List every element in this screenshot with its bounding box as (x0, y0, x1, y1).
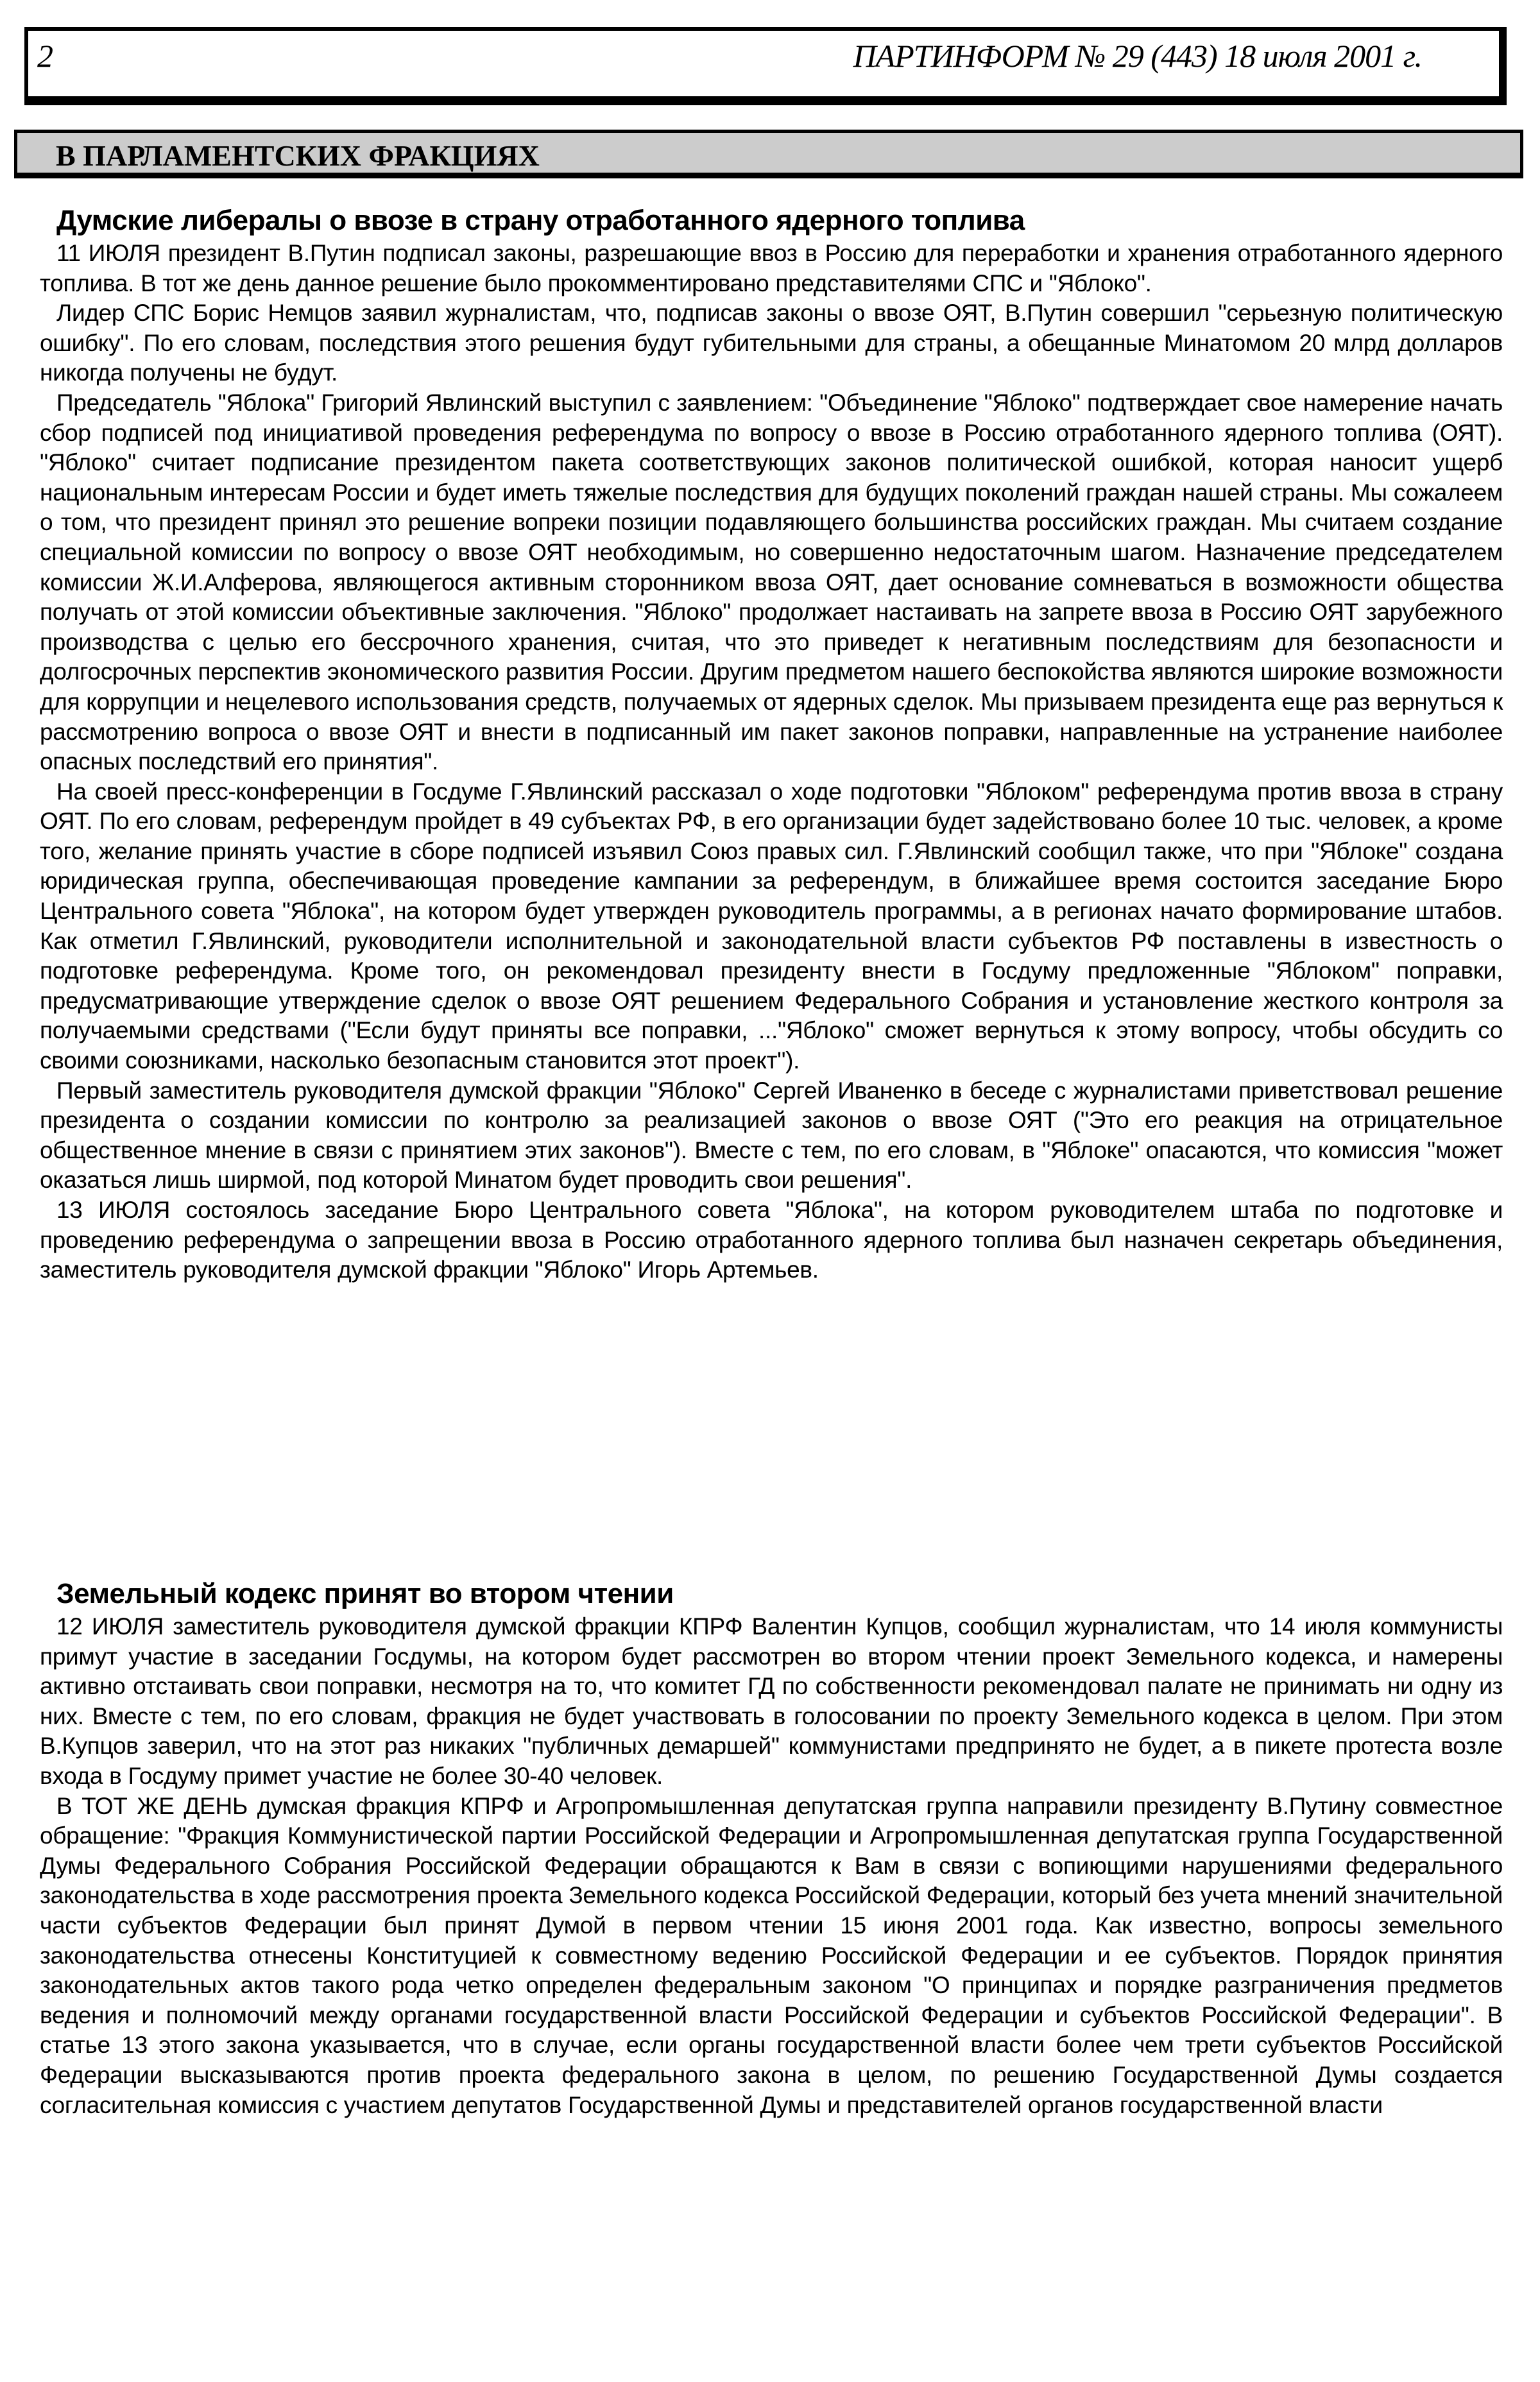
article-paragraph: В ТОТ ЖЕ ДЕНЬ думская фракция КПРФ и Агропромышленная депутатская группа направили президенту В.Путину совместное обращение: "Фракция Коммунистической партии Российской Федерации и Агропромышленная депутатская группа Государственной Думы Федерального Собрания Российской Федерации обращаются к Вам в связи с вопиющими нарушениями федерального законодательства в ходе рассмотрения проекта Земельного кодекса Российской Федерации, который без учета мнений значительной части субъектов Федерации был принят Думой в первом чтении 15 июня 2001 года. Как известно, вопросы земельного законодательства отнесены Конституцией к совместному ведению Российской Федерации и ее субъектов. Порядок принятия законодательных актов такого рода четко определен федеральным законом "О принципах и порядке разграничения предметов ведения и полномочий между органами государственной власти Российской Федерации и субъектов Российской Федерации". В статье 13 этого закона указывается, что в случае, если органы государственной власти более чем трети субъектов Российской Федерации высказываются против проекта федерального закона в целом, по решению Государственной Думы создается согласительная комиссия с участием депутатов Государственной Думы и представителей органов государственной власти (40, 1792, 1503, 2118)
article-land-code (40, 1576, 1503, 2120)
article-spent-nuclear-fuel (40, 203, 1503, 1285)
page-number: 2 (37, 38, 53, 74)
article-paragraph: 12 ИЮЛЯ заместитель руководителя думской фракции КПРФ Валентин Купцов, сообщил журналистам, что 14 июля коммунисты примут участие в заседании Госдумы, на котором будет рассмотрен во втором чтении проект Земельного кодекса, и намерены активно отстаивать свои поправки, несмотря на то, что комитет ГД по собственности рекомендовал палате не принимать ни одну из них. Вместе с тем, по его словам, фракция не будет участвовать в голосовании по проекту Земельного кодекса в целом. При этом В.Купцов заверил, что на этот раз никаких "публичных демаршей" коммунистами предпринято не будет, а в пикете протеста возле входа в Госдуму примет участие не более 30-40 человек. (40, 1613, 1503, 1789)
article-paragraph: Лидер СПС Борис Немцов заявил журналистам, что, подписав законы о ввозе ОЯТ, В.Путин совершил "серьезную политическую ошибку". По его словам, последствия этого решения будут губительными для страны, а обещанные Минатомом 20 млрд долларов никогда получены не будут. (40, 300, 1503, 386)
section-banner (14, 130, 1523, 178)
issue-title: ПАРТИНФОРМ № 29 (443) 18 июля 2001 г. (853, 38, 1422, 74)
article-paragraph: Первый заместитель руководителя думской фракции "Яблоко" Сергей Иваненко в беседе с журналистами приветствовал решение президента о создании комиссии по контролю за реализацией законов о ввозе ОЯТ ("Это его реакция на отрицательное общественное мнение в связи с принятием этих законов"). Вместе с тем, по его словам, в "Яблоке" опасаются, что комиссия "может оказаться лишь ширмой, под которой Минатом будет проводить свои решения". (40, 1077, 1503, 1194)
article-paragraph: На своей пресс-конференции в Госдуме Г.Явлинский рассказал о ходе подготовки "Яблоком" референдума против ввоза в страну ОЯТ. По его словам, референдум пройдет в 49 субъектах РФ, в его организации будет задействовано более 10 тыс. человек, а кроме того, желание принять участие в сборе подписей изъявил Союз правых сил. Г.Явлинский сообщил также, что при "Яблоке" создана юридическая группа, обеспечивающая проведение кампании за референдум, в ближайшее время состоится заседание Бюро Центрального совета "Яблока", на котором будет утвержден руководитель программы, а в регионах начато формирование штабов. Как отметил Г.Явлинский, руководители исполнительной и законодательной власти субъектов РФ поставлены в известность о подготовке референдума. Кроме того, он рекомендовал президенту внести в Госдуму предложенные "Яблоком" поправки, предусматривающие утверждение сделок о ввозе ОЯТ решением Федерального Собрания и установление жесткого контроля за получаемыми средствами ("Если будут приняты все поправки, ..."Яблоко" сможет вернуться к этому вопросу, чтобы обсудить со своими союзниками, насколько безопасным становится этот проект"). (40, 778, 1503, 1074)
page-header (24, 27, 1507, 105)
article-title: Земельный кодекс принят во втором чтении (56, 1578, 674, 1609)
section-title: В ПАРЛАМЕНТСКИХ ФРАКЦИЯХ (56, 139, 540, 172)
article-paragraph: 13 ИЮЛЯ состоялось заседание Бюро Центрального совета "Яблока", на котором руководителем штаба по подготовке и проведению референдума о запрещении ввоза в Россию отработанного ядерного топлива был назначен секретарь объединения, заместитель руководителя думской фракции "Яблоко" Игорь Артемьев. (40, 1197, 1503, 1283)
article-title: Думские либералы о ввозе в страну отработанного ядерного топлива (56, 205, 1025, 236)
article-paragraph: 11 ИЮЛЯ президент В.Путин подписал законы, разрешающие ввоз в Россию для переработки и хранения отработанного ядерного топлива. В тот же день данное решение было прокомментировано представителями СПС и "Яблоко". (40, 240, 1503, 296)
article-paragraph: Председатель "Яблока" Григорий Явлинский выступил с заявлением: "Объединение "Яблоко" подтверждает свое намерение начать сбор подписей под инициативой проведения референдума по вопросу о ввозе в Россию отработанного ядерного топлива (ОЯТ). "Яблоко" считает подписание президентом пакета соответствующих законов политической ошибкой, которая наносит ущерб национальным интересам России и будет иметь тяжелые последствия для будущих поколений граждан нашей страны. Мы сожалеем о том, что президент принял это решение вопреки позиции подавляющего большинства российских граждан. Мы считаем создание специальной комиссии по вопросу о ввозе ОЯТ необходимым, но совершенно недостаточным шагом. Назначение председателем комиссии Ж.И.Алферова, являющегося активным сторонником ввоза ОЯТ, дает основание сомневаться в возможности общества получать от этой комиссии объективные заключения. "Яблоко" продолжает настаивать на запрете ввоза в Россию ОЯТ зарубежного производства с целью его бессрочного хранения, считая, что это приведет к негативным последствиям для безопасности и долгосрочных перспектив экономического развития России. Другим предметом нашего беспокойства являются широкие возможности для коррупции и нецелевого использования средств, получаемых от ядерных сделок. Мы призываем президента еще раз вернуться к рассмотрению вопроса о ввозе ОЯТ и внести в подписанный им пакет законов поправки, направленные на устранение наиболее опасных последствий его принятия". (40, 389, 1503, 775)
